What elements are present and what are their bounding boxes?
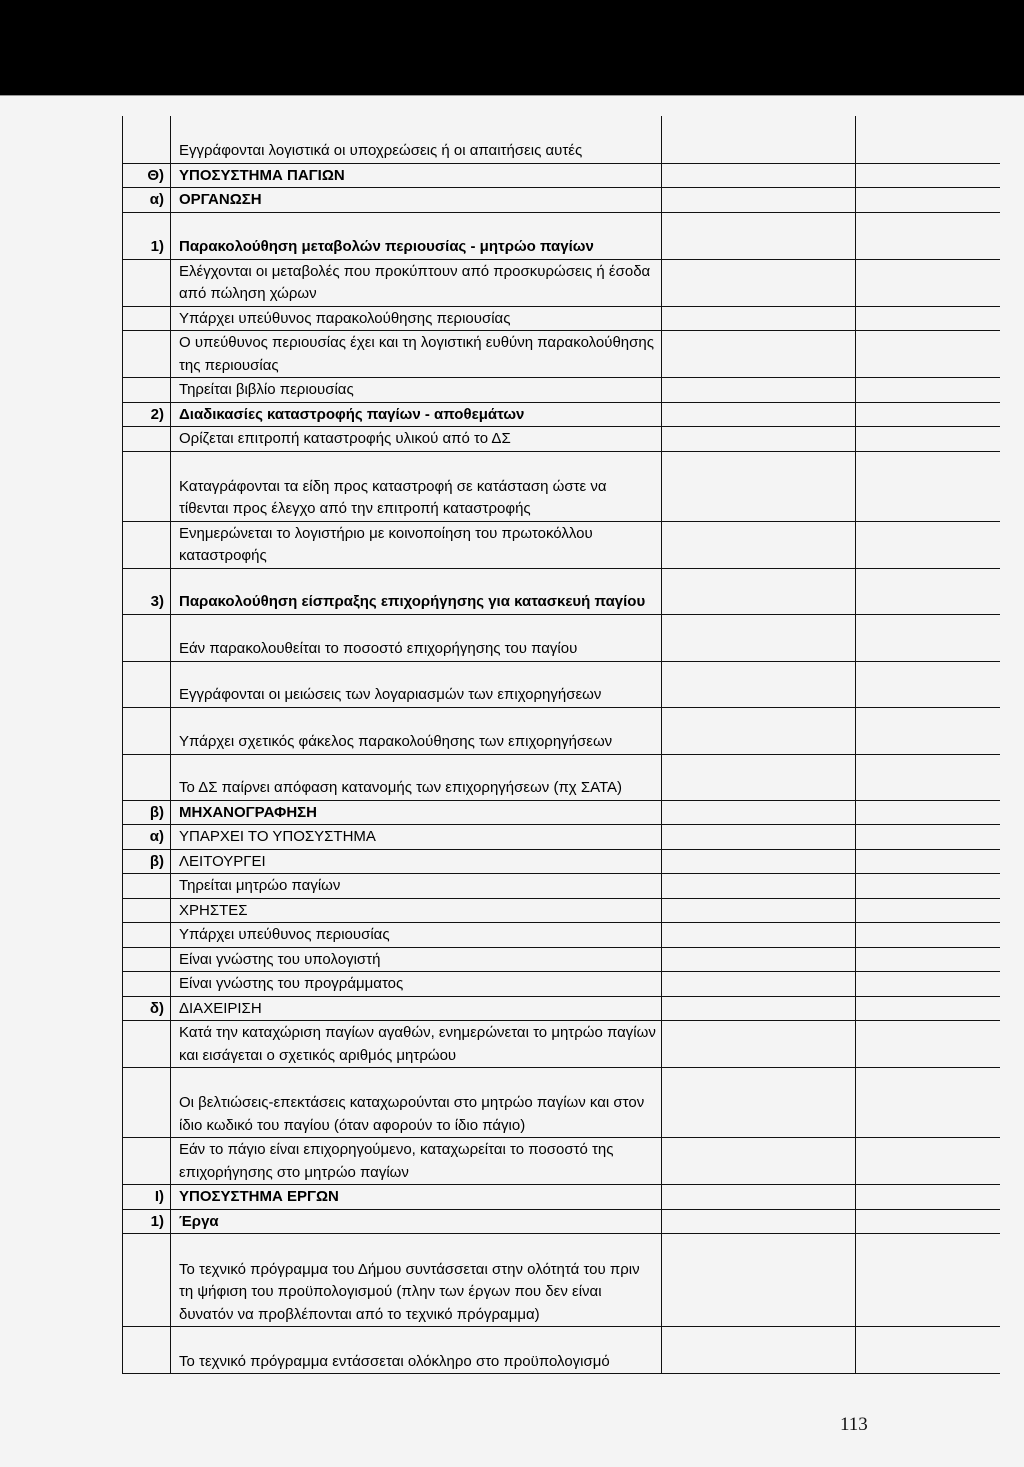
table-row xyxy=(123,849,1000,874)
table-row xyxy=(123,427,1000,452)
row-number xyxy=(123,427,171,452)
row-number: β) xyxy=(123,849,171,874)
empty-cell xyxy=(662,451,856,521)
empty-cell xyxy=(856,800,1000,825)
row-number xyxy=(123,1327,171,1374)
empty-cell xyxy=(662,707,856,754)
table-row xyxy=(123,996,1000,1021)
row-text: Τηρείται βιβλίο περιουσίας xyxy=(171,378,662,403)
row-text: Κατά την καταχώριση παγίων αγαθών, ενημερώνεται το μητρώο παγίων και εισάγεται ο σχετικός αριθμός μητρώου xyxy=(171,1021,662,1068)
row-number: α) xyxy=(123,188,171,213)
row-number xyxy=(123,947,171,972)
empty-cell xyxy=(856,754,1000,800)
empty-cell xyxy=(662,849,856,874)
row-number xyxy=(123,1021,171,1068)
row-text: Εγγράφονται λογιστικά οι υποχρεώσεις ή οι απαιτήσεις αυτές xyxy=(171,116,662,163)
table-row xyxy=(123,661,1000,707)
empty-cell xyxy=(662,874,856,899)
empty-cell xyxy=(856,947,1000,972)
row-number xyxy=(123,331,171,378)
row-number xyxy=(123,1138,171,1185)
table-row xyxy=(123,163,1000,188)
empty-cell xyxy=(662,521,856,568)
row-number: 1) xyxy=(123,1209,171,1234)
empty-cell xyxy=(856,451,1000,521)
empty-cell xyxy=(856,661,1000,707)
table-row xyxy=(123,1327,1000,1374)
table-row xyxy=(123,754,1000,800)
empty-cell xyxy=(662,947,856,972)
table-row xyxy=(123,898,1000,923)
table-row xyxy=(123,947,1000,972)
empty-cell xyxy=(856,898,1000,923)
empty-cell xyxy=(662,754,856,800)
table-row xyxy=(123,451,1000,521)
row-text: Παρακολούθηση μεταβολών περιουσίας - μητρώο παγίων xyxy=(171,212,662,259)
empty-cell xyxy=(662,614,856,661)
empty-cell xyxy=(662,378,856,403)
table-row xyxy=(123,614,1000,661)
empty-cell xyxy=(662,898,856,923)
row-number xyxy=(123,378,171,403)
table-row xyxy=(123,402,1000,427)
empty-cell xyxy=(662,1068,856,1138)
row-text: Παρακολούθηση είσπραξης επιχορήγησης για κατασκευή παγίου xyxy=(171,568,662,614)
row-text: ΥΠΟΣΥΣΤΗΜΑ ΠΑΓΙΩΝ xyxy=(171,163,662,188)
empty-cell xyxy=(856,212,1000,259)
row-number: 2) xyxy=(123,402,171,427)
empty-cell xyxy=(856,614,1000,661)
row-number xyxy=(123,614,171,661)
empty-cell xyxy=(662,427,856,452)
table-row xyxy=(123,1138,1000,1185)
empty-cell xyxy=(856,568,1000,614)
empty-cell xyxy=(662,1234,856,1327)
row-number: α) xyxy=(123,825,171,850)
row-text: ΛΕΙΤΟΥΡΓΕΙ xyxy=(171,849,662,874)
top-margin xyxy=(0,0,1024,95)
row-number xyxy=(123,754,171,800)
row-text: ΧΡΗΣΤΕΣ xyxy=(171,898,662,923)
row-number xyxy=(123,874,171,899)
empty-cell xyxy=(662,259,856,306)
row-number: Ι) xyxy=(123,1185,171,1210)
row-text: ΟΡΓΑΝΩΣΗ xyxy=(171,188,662,213)
empty-cell xyxy=(662,212,856,259)
empty-cell xyxy=(856,259,1000,306)
row-number xyxy=(123,707,171,754)
empty-cell xyxy=(856,163,1000,188)
table-row xyxy=(123,972,1000,997)
row-number xyxy=(123,898,171,923)
table-row xyxy=(123,923,1000,948)
empty-cell xyxy=(856,1327,1000,1374)
table-row xyxy=(123,521,1000,568)
empty-cell xyxy=(662,996,856,1021)
empty-cell xyxy=(662,1209,856,1234)
table-row xyxy=(123,188,1000,213)
empty-cell xyxy=(856,1138,1000,1185)
empty-cell xyxy=(662,116,856,163)
table-row xyxy=(123,825,1000,850)
row-text: ΥΠΟΣΥΣΤΗΜΑ ΕΡΓΩΝ xyxy=(171,1185,662,1210)
empty-cell xyxy=(856,1209,1000,1234)
empty-cell xyxy=(856,996,1000,1021)
table-row xyxy=(123,306,1000,331)
table-row xyxy=(123,331,1000,378)
table-row xyxy=(123,116,1000,163)
empty-cell xyxy=(856,521,1000,568)
empty-cell xyxy=(662,1021,856,1068)
empty-cell xyxy=(856,849,1000,874)
row-number xyxy=(123,116,171,163)
row-text: Οι βελτιώσεις-επεκτάσεις καταχωρούνται στο μητρώο παγίων και στον ίδιο κωδικό του παγίου (όταν αφορούν το ίδιο πάγιο) xyxy=(171,1068,662,1138)
empty-cell xyxy=(856,825,1000,850)
row-number: δ) xyxy=(123,996,171,1021)
row-text: Καταγράφονται τα είδη προς καταστροφή σε κατάσταση ώστε να τίθενται προς έλεγχο από την επιτροπή καταστροφής xyxy=(171,451,662,521)
row-text: Υπάρχει υπεύθυνος περιουσίας xyxy=(171,923,662,948)
empty-cell xyxy=(662,188,856,213)
row-text: ΜΗΧΑΝΟΓΡΑΦΗΣΗ xyxy=(171,800,662,825)
row-number xyxy=(123,923,171,948)
row-text: Ο υπεύθυνος περιουσίας έχει και τη λογιστική ευθύνη παρακολούθησης της περιουσίας xyxy=(171,331,662,378)
empty-cell xyxy=(662,923,856,948)
row-number: 3) xyxy=(123,568,171,614)
table-row xyxy=(123,1234,1000,1327)
empty-cell xyxy=(662,972,856,997)
row-number xyxy=(123,661,171,707)
page-number: 113 xyxy=(840,1414,868,1435)
row-text: Εάν το πάγιο είναι επιχορηγούμενο, καταχωρείται το ποσοστό της επιχορήγησης στο μητρώο παγίων xyxy=(171,1138,662,1185)
row-number: Θ) xyxy=(123,163,171,188)
empty-cell xyxy=(856,402,1000,427)
empty-cell xyxy=(662,568,856,614)
table-row xyxy=(123,1068,1000,1138)
empty-cell xyxy=(662,331,856,378)
empty-cell xyxy=(662,800,856,825)
empty-cell xyxy=(856,116,1000,163)
row-text: ΔΙΑΧΕΙΡΙΣΗ xyxy=(171,996,662,1021)
row-number xyxy=(123,972,171,997)
empty-cell xyxy=(856,1068,1000,1138)
row-text: Έργα xyxy=(171,1209,662,1234)
table-row xyxy=(123,707,1000,754)
row-text: ΥΠΑΡΧΕΙ ΤΟ ΥΠΟΣΥΣΤΗΜΑ xyxy=(171,825,662,850)
row-text: Το τεχνικό πρόγραμμα εντάσσεται ολόκληρο στο προϋπολογισμό xyxy=(171,1327,662,1374)
empty-cell xyxy=(662,1138,856,1185)
empty-cell xyxy=(856,188,1000,213)
row-text: Είναι γνώστης του υπολογιστή xyxy=(171,947,662,972)
empty-cell xyxy=(856,378,1000,403)
empty-cell xyxy=(662,1185,856,1210)
table-row xyxy=(123,874,1000,899)
row-number xyxy=(123,521,171,568)
table-row xyxy=(123,378,1000,403)
empty-cell xyxy=(856,923,1000,948)
table-row xyxy=(123,1021,1000,1068)
row-text: Ελέγχονται οι μεταβολές που προκύπτουν από προσκυρώσεις ή έσοδα από πώληση χώρων xyxy=(171,259,662,306)
row-text: Το τεχνικό πρόγραμμα του Δήμου συντάσσεται στην ολότητά του πριν τη ψήφιση του προϋπολογισμού (πλην των έργων που δεν είναι δυνατόν να προβλέπονται από το τεχνικό πρόγραμμα) xyxy=(171,1234,662,1327)
row-number xyxy=(123,259,171,306)
row-text: Το ΔΣ παίρνει απόφαση κατανομής των επιχορηγήσεων (πχ ΣΑΤΑ) xyxy=(171,754,662,800)
row-number xyxy=(123,306,171,331)
empty-cell xyxy=(856,874,1000,899)
empty-cell xyxy=(856,707,1000,754)
empty-cell xyxy=(662,825,856,850)
table-row xyxy=(123,259,1000,306)
empty-cell xyxy=(856,331,1000,378)
empty-cell xyxy=(662,661,856,707)
table-row xyxy=(123,212,1000,259)
table-row xyxy=(123,1185,1000,1210)
empty-cell xyxy=(856,1021,1000,1068)
empty-cell xyxy=(662,163,856,188)
row-text: Διαδικασίες καταστροφής παγίων - αποθεμάτων xyxy=(171,402,662,427)
table-row xyxy=(123,800,1000,825)
row-text: Ορίζεται επιτροπή καταστροφής υλικού από το ΔΣ xyxy=(171,427,662,452)
row-text: Υπάρχει σχετικός φάκελος παρακολούθησης των επιχορηγήσεων xyxy=(171,707,662,754)
empty-cell xyxy=(662,306,856,331)
row-text: Εάν παρακολουθείται το ποσοστό επιχορήγησης του παγίου xyxy=(171,614,662,661)
checklist-table xyxy=(122,116,1000,1374)
row-number xyxy=(123,451,171,521)
row-number xyxy=(123,1068,171,1138)
row-text: Υπάρχει υπεύθυνος παρακολούθησης περιουσίας xyxy=(171,306,662,331)
empty-cell xyxy=(662,402,856,427)
empty-cell xyxy=(662,1327,856,1374)
row-text: Τηρείται μητρώο παγίων xyxy=(171,874,662,899)
empty-cell xyxy=(856,1234,1000,1327)
empty-cell xyxy=(856,1185,1000,1210)
row-text: Είναι γνώστης του προγράμματος xyxy=(171,972,662,997)
empty-cell xyxy=(856,972,1000,997)
table-row xyxy=(123,1209,1000,1234)
row-number xyxy=(123,1234,171,1327)
row-text: Ενημερώνεται το λογιστήριο με κοινοποίηση του πρωτοκόλλου καταστροφής xyxy=(171,521,662,568)
empty-cell xyxy=(856,427,1000,452)
table-row xyxy=(123,568,1000,614)
row-number: 1) xyxy=(123,212,171,259)
empty-cell xyxy=(856,306,1000,331)
row-number: β) xyxy=(123,800,171,825)
row-text: Εγγράφονται οι μειώσεις των λογαριασμών των επιχορηγήσεων xyxy=(171,661,662,707)
